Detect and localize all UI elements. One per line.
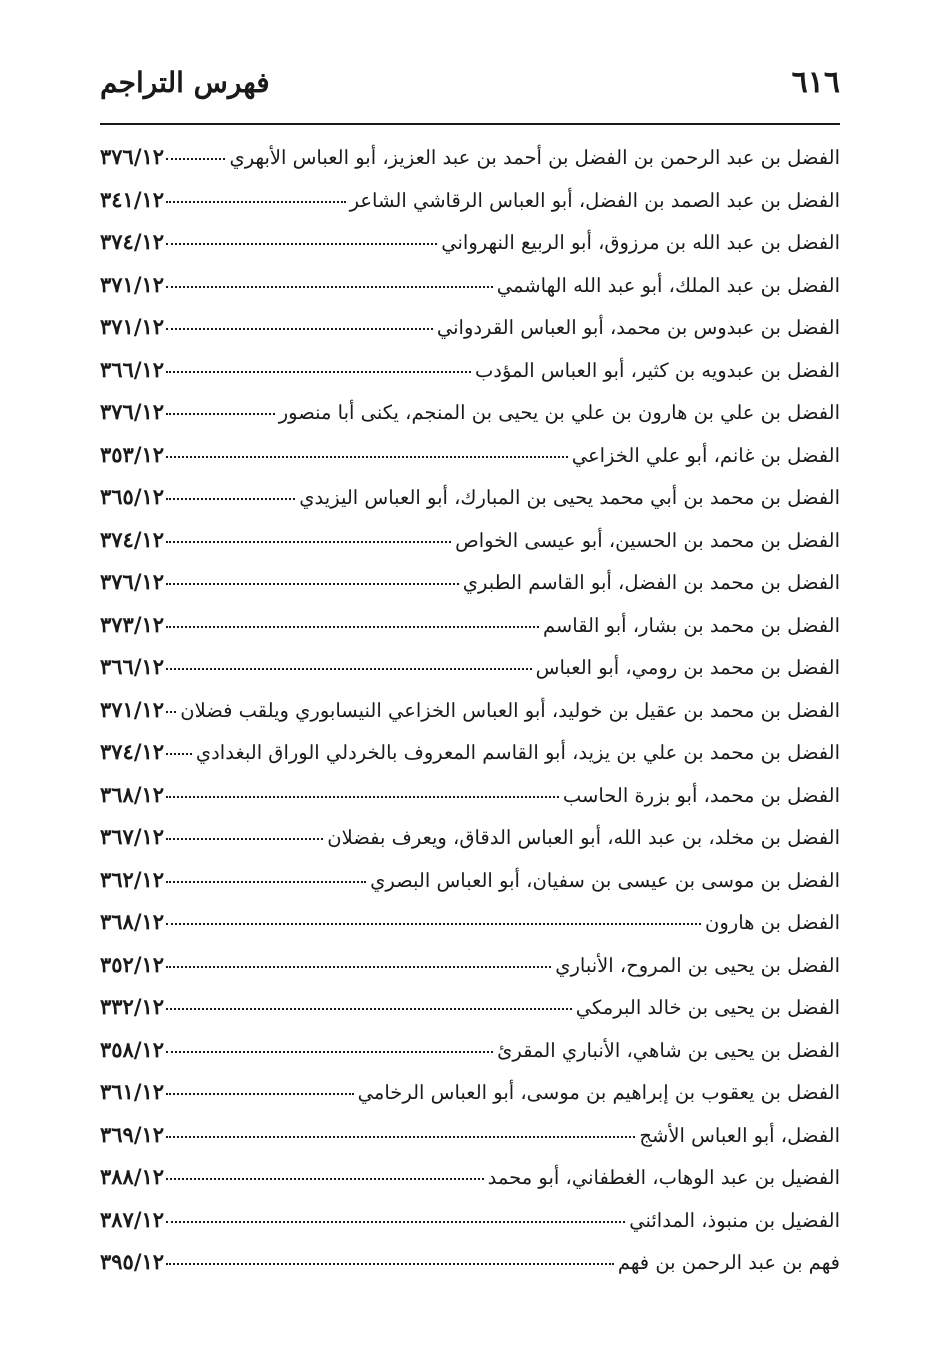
entry-name: الفضل بن مخلد، بن عبد الله، أبو العباس الدقاق، ويعرف بفضلان [327, 826, 840, 849]
index-entry [100, 434, 840, 477]
index-entry [100, 264, 840, 307]
entry-reference: ٣٨٧/١٢ [100, 1206, 165, 1232]
dot-leader [166, 286, 493, 288]
entry-reference: ٣٧١/١٢ [100, 696, 165, 722]
index-entry [100, 306, 840, 349]
entry-reference: ٣٦٩/١٢ [100, 1121, 165, 1147]
index-entry [100, 731, 840, 774]
dot-leader [166, 1263, 614, 1265]
index-entry [100, 1241, 840, 1284]
page-header [100, 62, 840, 104]
entry-reference: ٣٦٦/١٢ [100, 654, 165, 679]
entry-name: الفضل بن محمد بن الفضل، أبو القاسم الطبري [462, 571, 840, 594]
index-entry [100, 816, 840, 859]
index-entry [100, 519, 840, 562]
entry-reference: ٣٩٥/١٢ [100, 1249, 165, 1274]
index-entry [100, 476, 840, 519]
index-entry [100, 391, 840, 434]
entry-name: الفضل بن محمد بن علي بن يزيد، أبو القاسم المعروف بالخردلي الوراق البغدادي [195, 741, 840, 764]
dot-leader [166, 583, 459, 585]
running-title: فهرس التراجم [100, 66, 270, 99]
dot-leader [166, 1136, 635, 1138]
entry-name: الفضل بن غانم، أبو علي الخزاعي [571, 443, 840, 467]
entry-reference: ٣٧١/١٢ [100, 271, 165, 297]
entry-reference: ٣٧١/١٢ [100, 314, 165, 339]
entry-reference: ٣٦٦/١٢ [100, 356, 165, 382]
index-entry [100, 1071, 840, 1114]
entry-reference: ٣٦٢/١٢ [100, 866, 165, 892]
index-entry [100, 1156, 840, 1199]
entry-reference: ٣٧٤/١٢ [100, 229, 165, 254]
entry-reference: ٣٦٧/١٢ [100, 824, 165, 849]
index-entry [100, 646, 840, 689]
entry-name: الفضل بن موسى بن عيسى بن سفيان، أبو العباس البصري [370, 868, 840, 892]
entry-reference: ٣٣٢/١٢ [100, 994, 165, 1019]
dot-leader [166, 753, 192, 755]
index-entry [100, 179, 840, 222]
entry-reference: ٣٧٦/١٢ [100, 399, 165, 424]
dot-leader [166, 966, 551, 968]
index-entry [100, 689, 840, 732]
entry-reference: ٣٧٤/١٢ [100, 739, 165, 764]
entry-name: الفضل بن عبد الملك، أبو عبد الله الهاشمي [496, 273, 840, 297]
index-entry [100, 1199, 840, 1242]
entry-reference: ٣٧٤/١٢ [100, 526, 165, 552]
entry-reference: ٣٥٢/١٢ [100, 951, 165, 977]
dot-leader [166, 413, 275, 415]
dot-leader [166, 923, 701, 925]
dot-leader [166, 456, 568, 458]
dot-leader [166, 626, 539, 628]
entry-name: الفضل بن يحيى بن شاهي، الأنباري المقرئ [497, 1038, 840, 1062]
index-entry [100, 901, 840, 944]
dot-leader [166, 1178, 484, 1180]
index-entry [100, 986, 840, 1029]
entry-name: الفضل بن محمد بن بشار، أبو القاسم [542, 613, 840, 637]
entry-reference: ٣٥٨/١٢ [100, 1036, 165, 1062]
dot-leader [166, 201, 346, 203]
entry-name: الفضل بن عبدويه بن كثير، أبو العباس المؤدب [474, 358, 840, 382]
page-number: ٦١٦ [791, 65, 840, 100]
index-entry [100, 859, 840, 902]
entry-reference: ٣٥٣/١٢ [100, 441, 165, 467]
biography-index-list [100, 136, 840, 1284]
dot-leader [166, 1221, 625, 1223]
index-entry [100, 561, 840, 604]
header-rule [100, 123, 840, 125]
index-entry [100, 221, 840, 264]
entry-name: الفضل بن هارون [705, 911, 840, 934]
dot-leader [166, 371, 471, 373]
entry-name: الفضل بن محمد، أبو بزرة الحاسب [562, 783, 840, 807]
entry-name: الفضل بن عبد الرحمن بن الفضل بن أحمد بن عبد العزيز، أبو العباس الأبهري [229, 146, 840, 169]
index-entry [100, 604, 840, 647]
entry-reference: ٣٤١/١٢ [100, 186, 165, 212]
dot-leader [166, 838, 323, 840]
entry-name: الفضل بن محمد بن رومي، أبو العباس [535, 656, 840, 679]
entry-name: الفضل بن علي بن هارون بن علي بن يحيى بن المنجم، يكنى أبا منصور [278, 401, 840, 424]
dot-leader [166, 328, 433, 330]
index-entry [100, 349, 840, 392]
entry-name: الفضل بن يعقوب بن إبراهيم بن موسى، أبو العباس الرخامي [357, 1081, 840, 1104]
index-entry [100, 1114, 840, 1157]
entry-name: فهم بن عبد الرحمن بن فهم [617, 1251, 840, 1274]
dot-leader [166, 796, 559, 798]
entry-reference: ٣٧٦/١٢ [100, 144, 165, 169]
index-entry [100, 1029, 840, 1072]
entry-reference: ٣٦٨/١٢ [100, 781, 165, 807]
index-entry [100, 774, 840, 817]
entry-name: الفضل بن عبدوس بن محمد، أبو العباس القردواني [436, 316, 840, 339]
entry-reference: ٣٨٨/١٢ [100, 1164, 165, 1189]
dot-leader [166, 881, 366, 883]
dot-leader [166, 711, 176, 713]
dot-leader [166, 668, 532, 670]
dot-leader [166, 498, 295, 500]
entry-reference: ٣٦٨/١٢ [100, 909, 165, 934]
dot-leader [166, 1051, 493, 1053]
entry-name: الفضيل بن منبوذ، المدائني [629, 1208, 840, 1232]
entry-name: الفضيل بن عبد الوهاب، الغطفاني، أبو محمد [487, 1166, 840, 1189]
entry-reference: ٣٦١/١٢ [100, 1079, 165, 1104]
entry-reference: ٣٧٦/١٢ [100, 569, 165, 594]
dot-leader [166, 158, 225, 160]
entry-reference: ٣٦٥/١٢ [100, 484, 165, 509]
entry-name: الفضل بن محمد بن أبي محمد يحيى بن المبارك، أبو العباس اليزيدي [299, 486, 840, 509]
entry-name: الفضل بن يحيى بن المروح، الأنباري [555, 953, 840, 977]
dot-leader [166, 1093, 354, 1095]
entry-name: الفضل بن يحيى بن خالد البرمكي [575, 996, 840, 1019]
entry-name: الفضل بن محمد بن الحسين، أبو عيسى الخواص [455, 528, 840, 552]
entry-name: الفضل بن محمد بن عقيل بن خوليد، أبو العباس الخزاعي النيسابوري ويلقب فضلان [180, 698, 840, 722]
entry-name: الفضل، أبو العباس الأشج [639, 1123, 840, 1147]
dot-leader [166, 541, 451, 543]
entry-name: الفضل بن عبد الله بن مرزوق، أبو الربيع النهرواني [441, 231, 840, 254]
dot-leader [166, 1008, 572, 1010]
index-entry [100, 136, 840, 179]
entry-reference: ٣٧٣/١٢ [100, 611, 165, 637]
dot-leader [166, 243, 437, 245]
index-entry [100, 944, 840, 987]
entry-name: الفضل بن عبد الصمد بن الفضل، أبو العباس الرقاشي الشاعر [349, 188, 840, 212]
